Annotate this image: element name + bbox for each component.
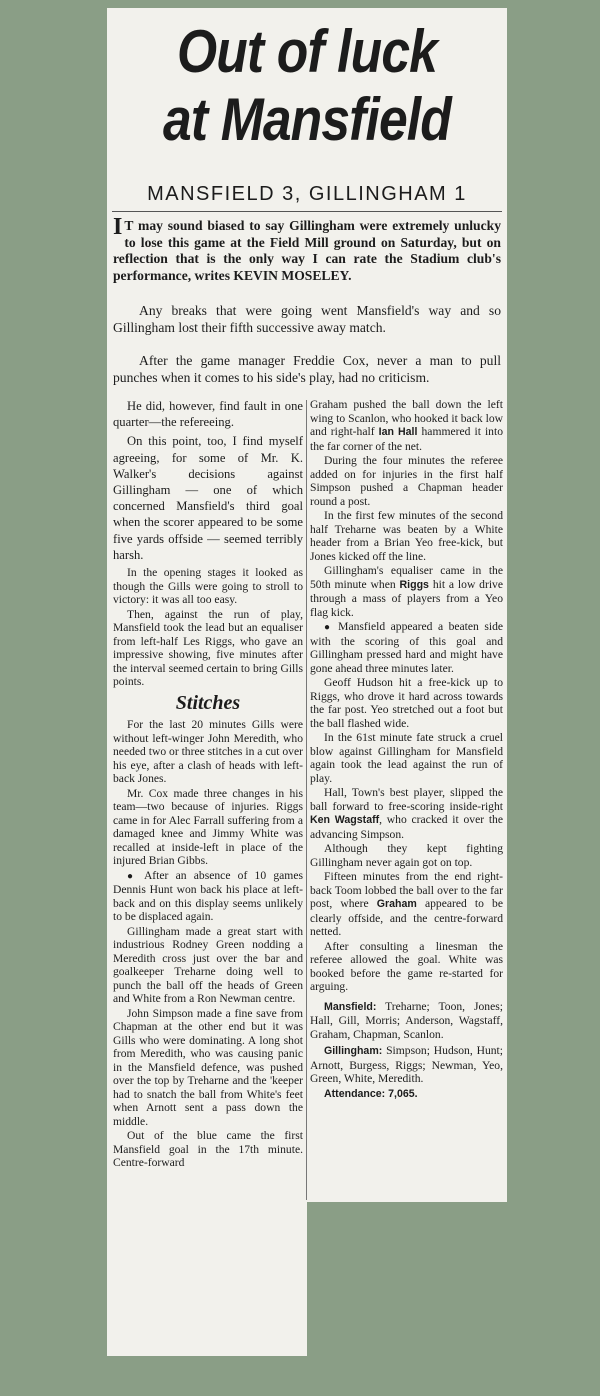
paragraph	[310, 786, 503, 841]
intro-paragraph	[113, 214, 501, 284]
divider	[112, 211, 502, 212]
paragraph: Out of the blue came the first Mansfield goal in the 17th minute. Centre-forward	[113, 1129, 303, 1170]
text: Gillingham's equaliser came in the 50th minute when	[310, 564, 503, 591]
text: appeared to be clearly offside, and the centre-forward netted.	[310, 897, 503, 938]
mansfield-lineup	[310, 1000, 503, 1042]
attendance-text: Attendance: 7,065.	[324, 1087, 418, 1100]
text: hammered it into the far corner of the net.	[310, 425, 503, 453]
text: Graham pushed the ball down the left wing to Scanlon, who hooked it back low and right-half	[310, 398, 503, 438]
team-label: Gillingham:	[324, 1045, 383, 1057]
player-name: Ken Wagstaff	[310, 814, 380, 826]
team-list: Treharne; Toon, Jones; Hall, Gill, Morris; Anderson, Wagstaff, Graham, Chapman, Scanlon.	[310, 999, 503, 1041]
paragraph: On this point, too, I find myself agreeing, for some of Mr. K. Walker's decisions against Gillingham — one of which concerned Mansfield's third goal when the scorer appeared to be some five yards offside — seemed terribly harsh.	[113, 434, 303, 562]
gillingham-lineup	[310, 1044, 503, 1086]
bullet-paragraph	[310, 620, 503, 675]
headline-line-1: Out of luck	[176, 18, 438, 85]
bullet-text: After an absence of 10 games Dennis Hunt won back his place at left-back and on this display seems unlikely to be displaced again.	[113, 868, 303, 924]
paragraph: He did, however, find fault in one quarter—the refereeing.	[113, 399, 303, 430]
team-label: Mansfield:	[324, 1000, 377, 1013]
left-column	[113, 398, 303, 1171]
paragraph: Mr. Cox made three changes in his team—two because of injuries. Riggs came in for Alec Farrall suffering from a damaged knee and Jimmy White was recalled at inside-left in place of the injured Brian Gibbs.	[113, 786, 303, 868]
byline-author: KEVIN MOSELEY.	[233, 267, 352, 283]
paragraph: Gillingham made a great start with industrious Rodney Green nodding a Meredith cross just over the bar and goalkeeper Treharne doing well to punch the ball off the heads of Green and White from a Ron Newman centre.	[113, 924, 303, 1006]
dropcap: I	[113, 214, 123, 240]
paragraph: Geoff Hudson hit a free-kick up to Riggs, who drove it hard across towards the far post. Yeo stretched out a foot but the ball flashed wide.	[310, 676, 503, 730]
paragraph: In the first few minutes of the second half Treharne was beaten by a White header from a Brian Yeo free-kick, but Jones kicked off the line.	[310, 509, 503, 563]
text: hit a low drive through a mass of players from a Yeo flag kick.	[310, 577, 503, 619]
paragraph	[310, 870, 503, 939]
bullet-icon: ●	[127, 870, 138, 882]
paragraph: Although they kept fighting Gillingham never again got on top.	[310, 842, 503, 869]
attendance	[310, 1087, 503, 1102]
paragraph-manager: After the game manager Freddie Cox, never a man to pull punches when it comes to his side's play, had no criticism.	[113, 353, 501, 385]
text: Hall, Town's best player, slipped the ball forward to free-scoring inside-right	[310, 786, 503, 813]
team-list: Simpson; Hudson, Hunt; Arnott, Burgess, Riggs; Newman, Yeo, Green, White, Meredith.	[310, 1044, 503, 1085]
player-name: Riggs	[399, 578, 429, 591]
headline	[135, 18, 479, 154]
text: , who cracked it over the advancing Simpson.	[310, 813, 504, 841]
subhead: Stitches	[175, 691, 241, 714]
paragraph: John Simpson made a fine save from Chapman at the other end but it was Gills who were dominating. A long shot from Meredith, who was causing panic in the Mansfield defence, was pushed over the top by Treharne and the 'keeper had to snatch the ball from White's feet when Arnott sent a pass down the middle.	[113, 1006, 303, 1128]
bullet-paragraph	[113, 869, 303, 924]
paragraph: Then, against the run of play, Mansfield took the lead but an equaliser from left-half Les Riggs, who gave an impressive showing, five minutes after the interval seemed certain to bring Gills points.	[113, 607, 303, 689]
column-divider	[306, 400, 307, 1200]
player-name: Graham	[376, 898, 417, 910]
paragraph: After consulting a linesman the referee allowed the goal. White was booked before the game re-started for arguing.	[310, 939, 503, 993]
player-name: Ian Hall	[378, 426, 418, 438]
score-line: MANSFIELD 3, GILLINGHAM 1	[147, 183, 467, 205]
paragraph: In the 61st minute fate struck a cruel blow against Gillingham for Mansfield again took the lead against the run of play.	[310, 731, 503, 785]
paragraph	[310, 398, 503, 453]
headline-line-2: at Mansfield	[163, 86, 451, 153]
paragraph: In the opening stages it looked as though the Gills were going to stroll to victory: it was all too easy.	[113, 566, 303, 607]
bullet-icon: ●	[324, 622, 333, 633]
bullet-text: Mansfield appeared a beaten side with the scoring of this goal and Gillingham pressed hard and might have gone ahead three minutes later.	[310, 620, 504, 675]
text: Fifteen minutes from the end right-back Toom lobbed the ball over to the far post, where	[310, 870, 503, 910]
paragraph-breaks: Any breaks that were going went Mansfield's way and so Gillingham lost their fifth successive away match.	[113, 303, 501, 335]
paragraph	[310, 564, 503, 619]
right-column	[310, 398, 503, 1102]
paragraph: For the last 20 minutes Gills were without left-winger John Meredith, who needed two or three stitches in a cut over his eye, after a clash of heads with left-back Jones.	[113, 718, 303, 786]
intro-text: T may sound biased to say Gillingham were extremely unlucky to lose this game at the Field Mill ground on Saturday, but on reflection that is the only way I can rate the Stadium club's performance, writes	[113, 218, 501, 283]
paragraph: During the four minutes the referee added on for injuries in the first half Simpson pushed a Chapman header round a post.	[310, 454, 503, 508]
